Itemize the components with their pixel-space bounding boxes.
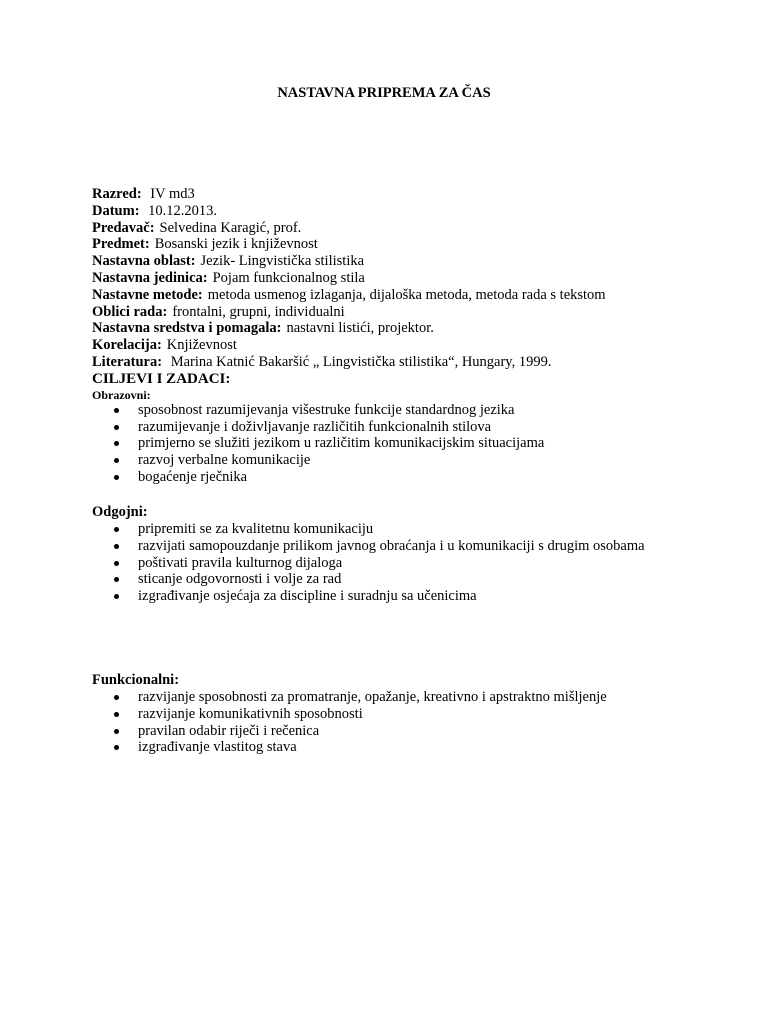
- meta-label: Datum:: [92, 202, 140, 219]
- meta-label: Nastavna sredstva i pomagala:: [92, 320, 282, 337]
- meta-row-predavac: [92, 220, 698, 237]
- meta-label: Literatura:: [92, 353, 163, 370]
- meta-value: nastavni listići, projektor.: [286, 320, 434, 337]
- meta-row-literatura: [92, 354, 698, 371]
- list-item-text: sticanje odgovornosti i volje za rad: [138, 571, 342, 588]
- odgojni-label: Odgojni:: [92, 504, 148, 520]
- bullet-icon: [114, 729, 119, 734]
- list-item-text: razvoj verbalne komunikacije: [138, 452, 311, 469]
- meta-row-razred: [92, 186, 698, 203]
- bullet-icon: [114, 745, 119, 750]
- bullet-icon: [114, 458, 119, 463]
- list-item: [92, 571, 698, 588]
- list-item: [92, 739, 698, 756]
- meta-row-nastavne-metode: [92, 287, 698, 304]
- list-item: [92, 435, 698, 452]
- list-item: [92, 521, 698, 538]
- odgojni-section: [92, 504, 698, 605]
- meta-value: IV md3: [146, 186, 195, 202]
- list-item: [92, 538, 698, 555]
- meta-label: Nastavne metode:: [92, 286, 203, 303]
- list-item-text: razvijati samopouzdanje prilikom javnog obraćanja i u komunikaciji s drugim osobama: [138, 537, 645, 554]
- obrazovni-label: Obrazovni:: [92, 387, 151, 402]
- bullet-icon: [114, 695, 119, 700]
- meta-label: Oblici rada:: [92, 303, 168, 320]
- list-item: [92, 469, 698, 486]
- list-item-text: poštivati pravila kulturnog dijaloga: [138, 554, 343, 571]
- list-item-text: razvijanje sposobnosti za promatranje, opažanje, kreativno i apstraktno mišljenje: [138, 689, 607, 705]
- meta-value: 10.12.2013.: [144, 202, 218, 219]
- meta-label: Nastavna oblast:: [92, 253, 196, 270]
- meta-row-nastavna-jedinica: [92, 270, 698, 287]
- meta-value: Pojam funkcionalnog stila: [212, 269, 365, 286]
- list-item: [92, 419, 698, 436]
- meta-row-korelacija: [92, 337, 698, 354]
- meta-row-predmet: [92, 236, 698, 253]
- list-item-text: pripremiti se za kvalitetnu komunikaciju: [138, 521, 374, 537]
- list-item: [92, 723, 698, 740]
- list-item: [92, 452, 698, 469]
- meta-label: Razred:: [92, 186, 142, 202]
- meta-value: Književnost: [166, 337, 237, 354]
- meta-label: Nastavna jedinica:: [92, 269, 208, 286]
- list-item-text: pravilan odabir riječi i rečenica: [138, 722, 320, 739]
- bullet-icon: [114, 561, 119, 566]
- list-item: [92, 402, 698, 419]
- funkcionalni-list: [92, 689, 698, 756]
- list-item-text: sposobnost razumijevanja višestruke funkcije standardnog jezika: [138, 401, 515, 418]
- meta-value: Bosanski jezik i književnost: [154, 236, 318, 253]
- list-item: [92, 689, 698, 706]
- list-item: [92, 588, 698, 605]
- meta-label: Korelacija:: [92, 337, 162, 354]
- list-item-text: razvijanje komunikativnih sposobnosti: [138, 705, 363, 722]
- meta-value: Marina Katnić Bakaršić „ Lingvistička stilistika“, Hungary, 1999.: [167, 353, 552, 370]
- bullet-icon: [114, 527, 119, 532]
- funkcionalni-label: Funkcionalni:: [92, 672, 180, 688]
- meta-row-nastavna-oblast: [92, 253, 698, 270]
- bullet-icon: [114, 712, 119, 717]
- meta-row-datum: [92, 203, 698, 220]
- meta-row-nastavna-sredstva: [92, 320, 698, 337]
- list-item-text: razumijevanje i doživljavanje različitih funkcionalnih stilova: [138, 418, 492, 435]
- bullet-icon: [114, 408, 119, 413]
- bullet-icon: [114, 475, 119, 480]
- list-item-text: primjerno se služiti jezikom u različitim komunikacijskim situacijama: [138, 435, 545, 452]
- meta-value: frontalni, grupni, individualni: [172, 303, 345, 320]
- list-item-text: izgrađivanje vlastitog stava: [138, 739, 297, 756]
- funkcionalni-section: [92, 672, 698, 756]
- lesson-metadata: [92, 186, 698, 486]
- bullet-icon: [114, 425, 119, 430]
- bullet-icon: [114, 544, 119, 549]
- list-item: [92, 555, 698, 572]
- bullet-icon: [114, 577, 119, 582]
- meta-label: Predmet:: [92, 236, 150, 253]
- bullet-icon: [114, 594, 119, 599]
- list-item-text: izgrađivanje osjećaja za discipline i suradnju sa učenicima: [138, 588, 477, 605]
- meta-value: Selvedina Karagić, prof.: [159, 219, 302, 236]
- obrazovni-list: [92, 402, 698, 486]
- document-title: NASTAVNA PRIPREMA ZA ČAS: [277, 85, 491, 101]
- goals-heading: CILJEVI I ZADACI:: [92, 370, 231, 387]
- meta-label: Predavač:: [92, 219, 155, 236]
- odgojni-list: [92, 521, 698, 605]
- list-item: [92, 706, 698, 723]
- meta-row-oblici-rada: [92, 304, 698, 321]
- list-item-text: bogaćenje rječnika: [138, 468, 248, 485]
- bullet-icon: [114, 441, 119, 446]
- meta-value: metoda usmenog izlaganja, dijaloška metoda, metoda rada s tekstom: [207, 286, 606, 303]
- meta-value: Jezik- Lingvistička stilistika: [200, 253, 365, 270]
